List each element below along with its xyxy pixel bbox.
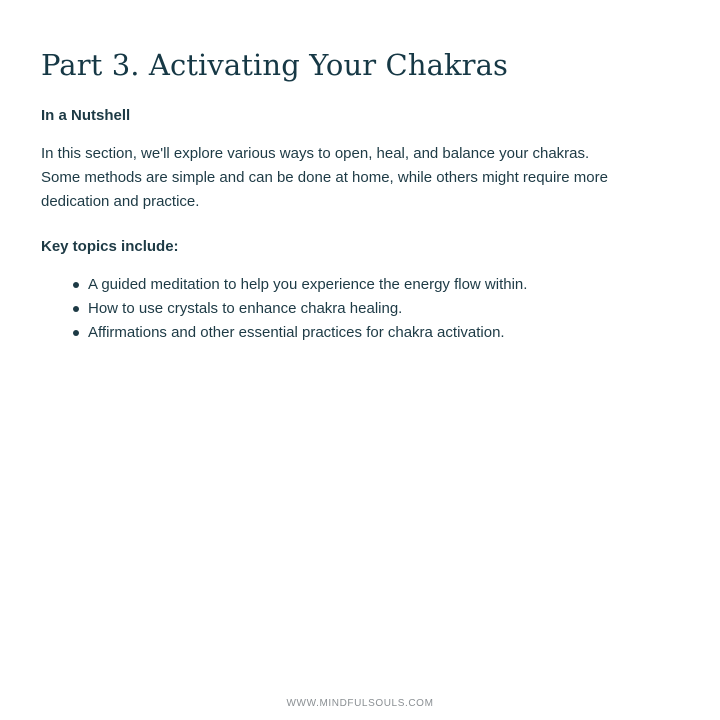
key-topics-heading: Key topics include: bbox=[41, 238, 179, 255]
nutshell-heading: In a Nutshell bbox=[41, 107, 131, 124]
bullet-icon bbox=[73, 282, 79, 288]
list-item bbox=[0, 273, 527, 297]
page-title: Part 3. Activating Your Chakras bbox=[41, 48, 509, 82]
footer-website: WWW.MINDFULSOULS.COM bbox=[286, 698, 434, 709]
intro-line: Some methods are simple and can be done at home, while others might require more bbox=[41, 169, 608, 186]
list-item bbox=[0, 321, 527, 345]
bullet-icon bbox=[73, 330, 79, 336]
list-item-text: A guided meditation to help you experience the energy flow within. bbox=[88, 276, 528, 293]
bullet-icon bbox=[73, 306, 79, 312]
list-item-text: Affirmations and other essential practices for chakra activation. bbox=[88, 324, 505, 341]
intro-paragraph bbox=[41, 142, 608, 214]
key-topics-list bbox=[0, 273, 527, 345]
intro-line: dedication and practice. bbox=[41, 193, 200, 210]
list-item-text: How to use crystals to enhance chakra healing. bbox=[88, 300, 403, 317]
list-item bbox=[0, 297, 527, 321]
intro-line: In this section, we'll explore various ways to open, heal, and balance your chakras. bbox=[41, 145, 590, 162]
